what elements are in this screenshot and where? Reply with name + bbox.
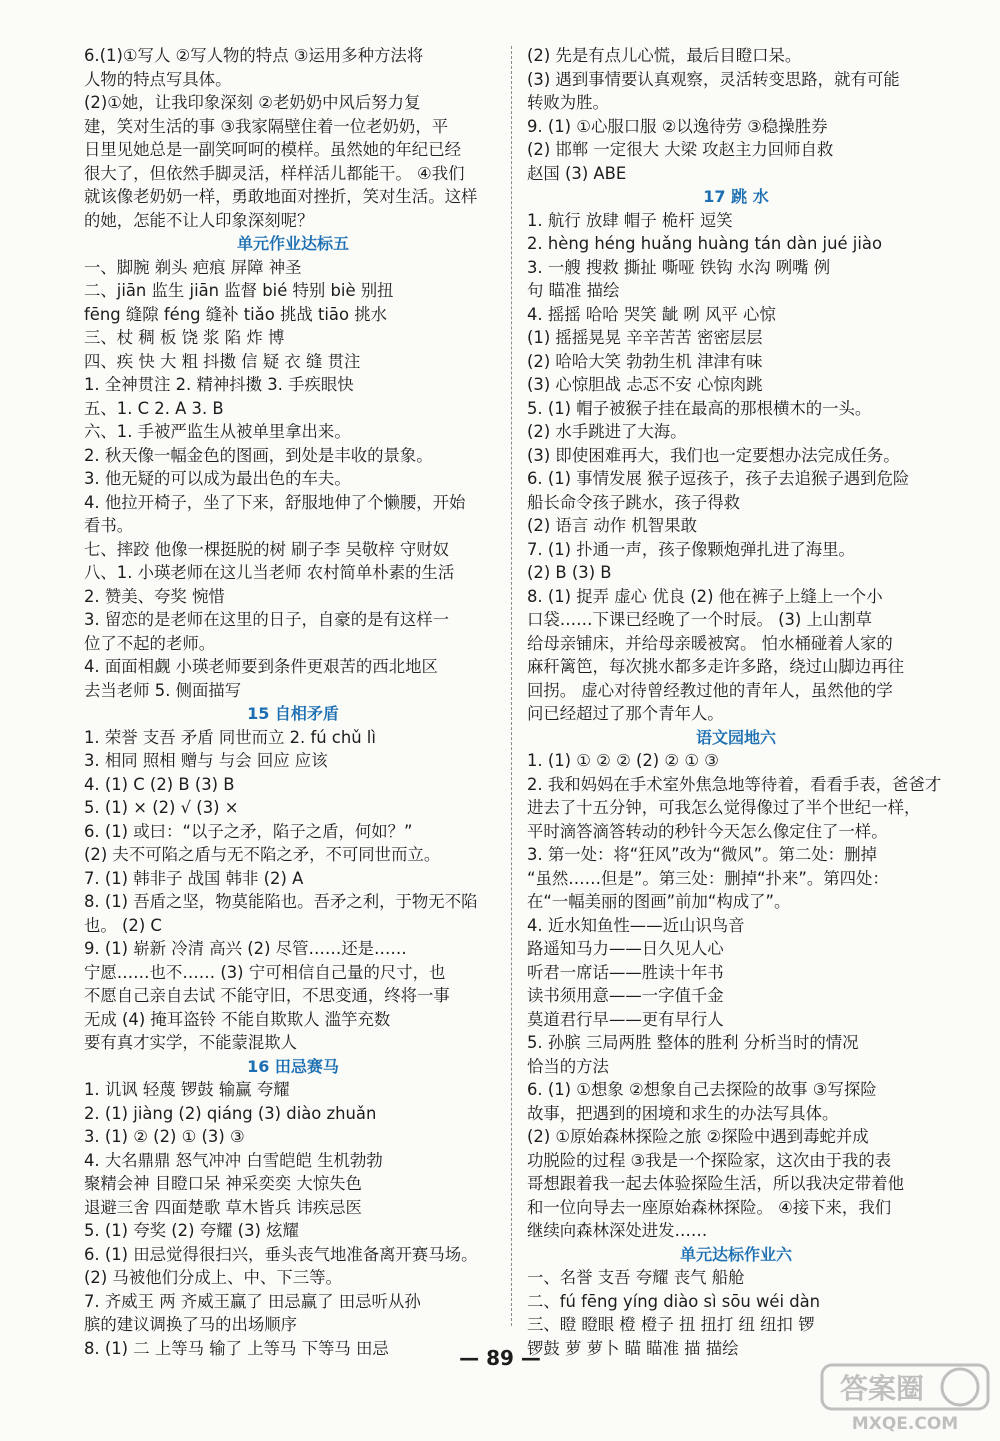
answer-line: (2) 哈哈大笑 勃勃生机 津津有味	[527, 351, 763, 371]
answer-line: 莫道君行早——更有早行人	[527, 1009, 724, 1029]
answer-line: 八、1. 小瑛老师在这儿当老师 农村简单朴素的生活	[84, 563, 455, 582]
answer-line: 2. 赞美、夸奖 惋惜	[84, 586, 225, 606]
answer-line: 7. (1) 韩非子 战国 韩非 (2) A	[84, 868, 304, 888]
answer-line: 3. 他无疑的可以成为最出色的车夫。	[84, 469, 351, 488]
answer-line: (2) 邯郸 一定很大 大梁 攻赵主力回师自救	[527, 140, 834, 159]
answer-line: 七、摔跤 他像一棵挺脱的树 刷子李 吴敬梓 守财奴	[84, 539, 450, 559]
answer-line: (2) 夫不可陷之盾与无不陷之矛，不可同世而立。	[84, 845, 441, 864]
answer-line: 不愿自己亲自去试 不能守旧，不思变通，终将一事	[84, 986, 450, 1005]
answer-line: 2. hèng héng huǎng huàng tán dàn jué jiào	[527, 234, 882, 253]
answer-line: 继续向森林深处进发……	[527, 1221, 708, 1240]
answer-line: 去当老师 5. 侧面描写	[84, 680, 242, 700]
section-heading: 15 自相矛盾	[247, 704, 339, 723]
answer-line: 船长命令孩子跳水，孩子得救	[527, 492, 741, 512]
answer-line: 3. 一艘 搜救 撕扯 嘶哑 铁钩 水沟 咧嘴 例	[527, 257, 831, 277]
answer-line: 赵国 (3) ABE	[527, 163, 627, 183]
answer-line: 3. 相同 照相 赠与 与会 回应 应该	[84, 751, 328, 770]
answer-line: 6. (1) 事情发展 猴子逗孩子，孩子去追猴子遇到危险	[527, 469, 910, 488]
answer-line: “虽然……但是”。第三处：删掉“扑来”。第四处：	[527, 868, 889, 888]
answer-line: 看书。	[84, 516, 134, 535]
answer-line: 路遥知马力——日久见人心	[527, 939, 724, 958]
answer-line: 无成 (4) 掩耳盗铃 不能自欺欺人 滥竽充数	[84, 1009, 391, 1029]
answer-line: 宁愿……也不…… (3) 宁可相信自己量的尺寸，也	[84, 962, 446, 982]
answer-line: 5. (1) 帽子被猴子挂在最高的那根横木的一头。	[527, 398, 872, 418]
answer-line: (3) 即使困难再大，我们也一定要想办法完成任务。	[527, 445, 900, 465]
answer-line: 转败为胜。	[527, 93, 609, 112]
watermark-url: MXQE.COM	[851, 1414, 959, 1433]
answer-line: 锣鼓 萝 萝卜 瞄 瞄准 描 描绘	[527, 1338, 739, 1358]
answer-line: 问已经超过了那个青年人。	[527, 704, 724, 723]
answer-line: fēng 缝隙 féng 缝补 tiǎo 挑战 tiāo 挑水	[84, 304, 387, 324]
answer-line: 5. 孙膑 三局两胜 整体的胜利 分析当时的情况	[527, 1033, 859, 1052]
answer-line: 6. (1) ①想象 ②想象自己去探险的故事 ③写探险	[527, 1080, 877, 1099]
answer-line: 五、1. C 2. A 3. B	[84, 398, 224, 418]
answer-line: 麻秆篱笆，每次挑水都多走许多路，绕过山脚边再往	[527, 657, 904, 676]
answer-line: 1. (1) ① ② ② (2) ② ① ③	[527, 751, 719, 770]
answer-line: 功脱险的过程 ③我是一个探险家，这次由于我的表	[527, 1150, 892, 1170]
answer-line: 膑的建议调换了马的出场顺序	[84, 1315, 298, 1334]
section-heading: 语文园地六	[695, 727, 776, 747]
section-heading: 单元达标作业六	[679, 1244, 792, 1264]
answer-line: 6. (1) 田忌觉得很扫兴，垂头丧气地准备离开赛马场。	[84, 1244, 478, 1264]
answer-line: 听君一席话——胜读十年书	[527, 962, 724, 982]
answer-line: 口袋……下课已经晚了一个时辰。 (3) 上山割草	[527, 610, 873, 629]
answer-line: 4. 面面相觑 小瑛老师要到条件更艰苦的西北地区	[84, 657, 438, 676]
answer-line: (2) 先是有点儿心慌，最后目瞪口呆。	[527, 46, 802, 65]
answer-line: 给母亲铺床，并给母亲暖被窝。 怕水桶碰着人家的	[527, 633, 893, 653]
page-number: — 89 —	[459, 1346, 541, 1370]
answer-line: 7. 齐威王 两 齐威王赢了 田忌赢了 田忌听从孙	[84, 1291, 421, 1311]
answer-line: 二、jiān 监生 jiān 监督 bié 特别 biè 别扭	[84, 281, 394, 300]
answer-line: 2. (1) jiàng (2) qiáng (3) diào zhuǎn	[84, 1103, 377, 1123]
answer-line: 就该像老奶奶一样，勇敢地面对挫折，笑对生活。这样	[84, 187, 478, 206]
answer-line: 人物的特点写具体。	[84, 69, 232, 89]
answer-line: 1. 航行 放肆 帽子 桅杆 逗笑	[527, 210, 733, 230]
answer-line: 9. (1) ①心服口服 ②以逸待劳 ③稳操胜券	[527, 116, 828, 136]
answer-line: (2) 马被他们分成上、中、下三等。	[84, 1268, 342, 1287]
answer-line: (2) B (3) B	[527, 563, 612, 582]
answer-line: (2)①她，让我印象深刻 ②老奶奶中风后努力复	[84, 93, 421, 112]
answer-line: 三、杖 稠 板 饶 浆 陷 炸 博	[84, 328, 285, 347]
answer-line: 4. 他拉开椅子，坐了下来，舒服地伸了个懒腰，开始	[84, 492, 466, 512]
answer-line: 4. 大名鼎鼎 怒气冲冲 白雪皑皑 生机勃勃	[84, 1150, 383, 1170]
answer-line: 8. (1) 二 上等马 输了 上等马 下等马 田忌	[84, 1338, 389, 1358]
answer-line: 四、疾 快 大 粗 抖擞 信 疑 衣 缝 贯注	[84, 351, 361, 371]
answer-line: 3. 第一处：将“狂风”改为“微风”。第二处：删掉	[527, 845, 877, 864]
answer-line: 进去了十五分钟，可我怎么觉得像过了半个世纪一样，	[527, 798, 921, 817]
answer-line: 日里见她总是一副笑呵呵的模样。虽然她的年纪已经	[84, 140, 461, 159]
section-heading: 16 田忌赛马	[247, 1056, 339, 1076]
answer-line: 和一位向导去一座原始森林探险。 ④接下来，我们	[527, 1197, 892, 1217]
answer-line: 建，笑对生活的事 ③我家隔壁住着一位老奶奶，平	[84, 116, 449, 136]
answer-line: 2. 秋天像一幅金色的图画，到处是丰收的景象。	[84, 445, 433, 465]
answer-line: 退避三舍 四面楚歌 草木皆兵 讳疾忌医	[84, 1197, 362, 1217]
answer-line: 6. (1) 或曰：“以子之矛，陷子之盾，何如？”	[84, 821, 413, 841]
answer-line: 读书须用意——一字值千金	[527, 986, 724, 1005]
answer-line: 2. 我和妈妈在手术室外焦急地等待着，看看手表，爸爸才	[527, 774, 942, 794]
left-column	[84, 44, 502, 1360]
answer-line: (2) 语言 动作 机智果敢	[527, 516, 697, 535]
answer-line: (2) 水手跳进了大海。	[527, 422, 687, 441]
answer-line: 三、瞪 瞪眼 橙 橙子 扭 扭打 纽 纽扣 锣	[527, 1315, 815, 1334]
watermark-logo	[820, 1361, 990, 1433]
answer-line: 要有真才实学，不能蒙混欺人	[84, 1033, 298, 1052]
answer-line: 1. 荣誉 支吾 矛盾 同世而立 2. fú chǔ lì	[84, 727, 376, 747]
answer-line: 在“一幅美丽的图画”前加“构成了”。	[527, 892, 791, 911]
answer-line: (3) 遇到事情要认真观察，灵活转变思路，就有可能	[527, 69, 900, 89]
answer-line: 4. 摇摇 哈哈 哭笑 龇 咧 风平 心惊	[527, 304, 776, 324]
answer-line: 一、名誉 支吾 夸耀 丧气 船舱	[527, 1268, 745, 1287]
answer-line: 聚精会神 目瞪口呆 神采奕奕 大惊失色	[84, 1174, 362, 1193]
answer-line: 5. (1) 夸奖 (2) 夸耀 (3) 炫耀	[84, 1221, 299, 1240]
answer-line: 4. 近水知鱼性——近山识鸟音	[527, 915, 745, 935]
answer-line: 六、1. 手被严监生从被单里拿出来。	[84, 422, 351, 441]
answer-line: 9. (1) 崭新 冷清 高兴 (2) 尽管……还是……	[84, 939, 407, 958]
answer-line: 哥想跟着我一起去体验探险生活，所以我决定带着他	[527, 1174, 904, 1193]
answer-line: 8. (1) 捉弄 虚心 优良 (2) 他在裤子上缝上一个小	[527, 586, 883, 606]
answer-line: 的她，怎能不让人印象深刻呢？	[84, 210, 314, 230]
answer-line: 句 瞄准 描绘	[527, 281, 620, 300]
answer-line: 也。 (2) C	[84, 915, 162, 935]
answer-line: (2) ①原始森林探险之旅 ②探险中遇到毒蛇并成	[527, 1127, 869, 1146]
answer-line: 很大了，但依然手脚灵活，样样活儿都能干。 ④我们	[84, 163, 465, 183]
answer-line: 恰当的方法	[527, 1056, 609, 1076]
answer-line: 6.(1)①写人 ②写人物的特点 ③运用多种方法将	[84, 46, 424, 65]
answer-line: 一、脚腕 剃头 疤痕 屏障 神圣	[84, 257, 302, 277]
section-heading: 单元作业达标五	[236, 234, 349, 253]
answer-line: 3. (1) ② (2) ① (3) ③	[84, 1127, 245, 1146]
answer-line: 5. (1) × (2) √ (3) ×	[84, 798, 239, 817]
answer-line: (3) 心惊胆战 忐忑不安 心惊肉跳	[527, 375, 763, 394]
right-column	[527, 44, 945, 1360]
answer-line: 4. (1) C (2) B (3) B	[84, 774, 235, 794]
answer-line: 8. (1) 吾盾之坚，物莫能陷也。吾矛之利，于物无不陷	[84, 892, 478, 911]
answer-line: 二、fú fēng yíng diào sì sōu wéi dàn	[527, 1291, 821, 1311]
answer-line: 故事，把遇到的困境和求生的办法写具体。	[527, 1103, 839, 1123]
answer-line: 平时滴答滴答转动的秒针今天怎么像定住了一样。	[527, 821, 888, 841]
section-heading: 17 跳 水	[703, 187, 769, 206]
answer-line: (1) 摇摇晃晃 辛辛苦苦 密密层层	[527, 328, 763, 347]
watermark-text: 答案圈	[839, 1372, 925, 1405]
answer-line: 1. 讥讽 轻蔑 锣鼓 输赢 夸耀	[84, 1080, 290, 1099]
answer-line: 3. 留恋的是老师在这里的日子，自豪的是有这样一	[84, 610, 450, 629]
answer-line: 7. (1) 扑通一声，孩子像颗炮弹扎进了海里。	[527, 539, 855, 559]
answer-line: 位了不起的老师。	[84, 633, 216, 653]
answer-line: 回拐。 虚心对待曾经教过他的青年人，虽然他的学	[527, 680, 893, 700]
column-divider	[511, 46, 512, 1326]
answer-line: 1. 全神贯注 2. 精神抖擞 3. 手疾眼快	[84, 375, 354, 394]
